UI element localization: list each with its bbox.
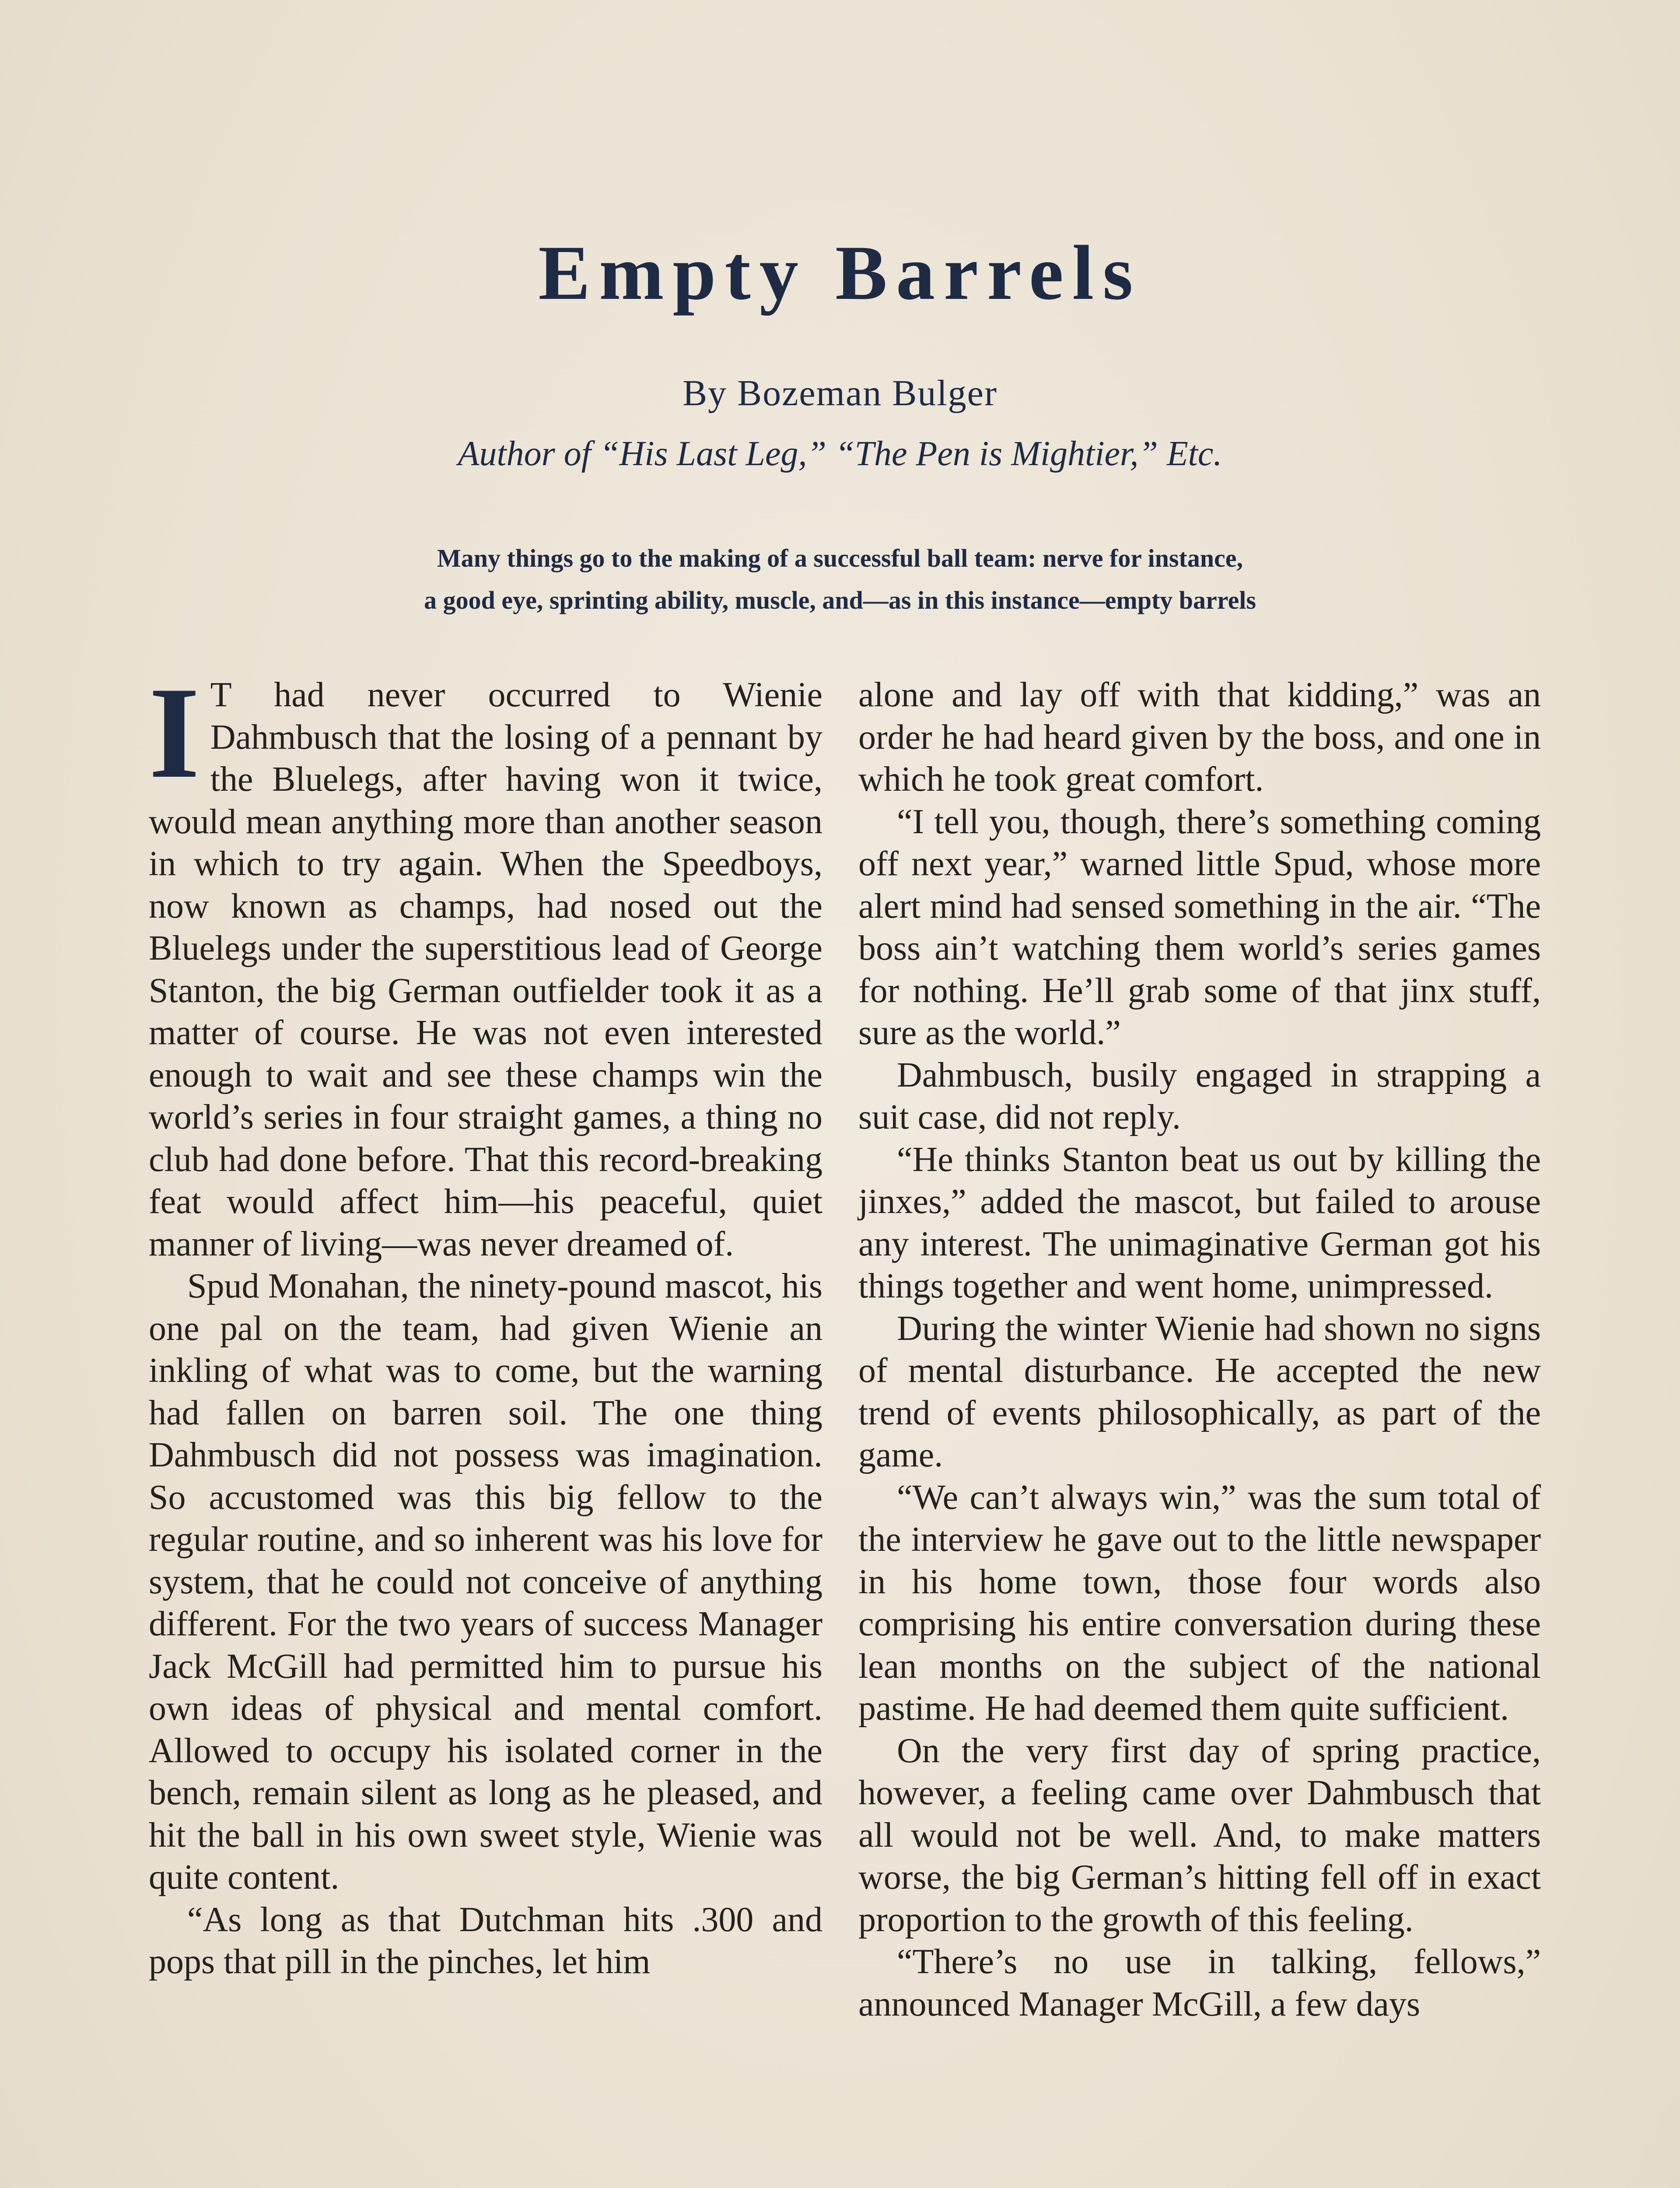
- paragraph: “He thinks Stanton beat us out by killing the jinxes,” added the mascot, but failed to arouse any interest. The unimaginative German got his things together and went home, unimpressed.: [858, 1140, 1541, 1305]
- blurb-line-2: a good eye, sprinting ability, muscle, and—as in this instance—empty barrels: [424, 586, 1256, 614]
- byline: By Bozeman Bulger: [682, 373, 998, 414]
- paragraph: “As long as that Dutchman hits .300 and pops that pill in the pinches, let him: [149, 1900, 822, 1981]
- paragraph: alone and lay off with that kidding,” was an order he had heard given by the boss, and one in which he took great comfort.: [858, 676, 1541, 799]
- article-title: Empty Barrels: [538, 229, 1142, 316]
- drop-cap: I: [149, 660, 200, 805]
- paragraph: Spud Monahan, the ninety-pound mascot, his one pal on the team, had given Wienie an inkling of what was to come, but the warning had fallen on barren soil. The one thing Dahmbusch did not possess was imagination. So accustomed was this big fellow to the regular routine, and so inherent was his love for system, that he could not conceive of anything different. For the two years of success Manager Jack McGill had permitted him to pursue his own ideas of physical and mental comfort. Allowed to occupy his isolated corner in the bench, remain silent as long as he pleased, and hit the ball in his own sweet style, Wienie was quite content.: [149, 1267, 822, 1897]
- article-blurb: [245, 537, 1435, 621]
- paragraph: Dahmbusch, busily engaged in strapping a suit case, did not reply.: [858, 1055, 1541, 1136]
- paragraph: [149, 660, 822, 1265]
- paragraph-text: T had never occurred to Wienie Dahmbusch that the losing of a pennant by the Bluelegs, after having won it twice, would mean anything more than another season in which to try again. When the Speedboys, now known as champs, had nosed out the Bluelegs under the superstitious lead of George Stanton, the big German outfielder took it as a matter of course. He was not even interested enough to wait and see these champs win the world’s series in four straight games, a thing no club had done before. That this record-breaking feat would affect him—his peaceful, quiet manner of living—was never dreamed of.: [149, 676, 822, 1263]
- paragraph: “There’s no use in talking, fellows,” announced Manager McGill, a few days: [858, 1943, 1541, 2023]
- paragraph: “I tell you, though, there’s something coming off next year,” warned little Spud, whose more alert mind had sensed something in the air. “The boss ain’t watching them world’s series games for nothing. He’ll grab some of that jinx stuff, sure as the world.”: [858, 802, 1541, 1052]
- paragraph: On the very first day of spring practice, however, a feeling came over Dahmbusch that all would not be well. And, to make matters worse, the big German’s hitting fell off in exact proportion to the growth of this feeling.: [858, 1731, 1541, 1939]
- blurb-line-1: Many things go to the making of a successful ball team: nerve for instance,: [437, 544, 1243, 572]
- paragraph: During the winter Wienie had shown no signs of mental disturbance. He accepted the new trend of events philosophically, as part of the game.: [858, 1309, 1541, 1474]
- right-column: [858, 674, 1541, 2025]
- author-credits: Author of “His Last Leg,” “The Pen is Mightier,” Etc.: [458, 435, 1222, 473]
- paragraph: “We can’t always win,” was the sum total of the interview he gave out to the little newspaper in his home town, those four words also comprising his entire conversation during these lean months on the subject of the national pastime. He had deemed them quite sufficient.: [858, 1478, 1541, 1728]
- left-column: [149, 660, 822, 1983]
